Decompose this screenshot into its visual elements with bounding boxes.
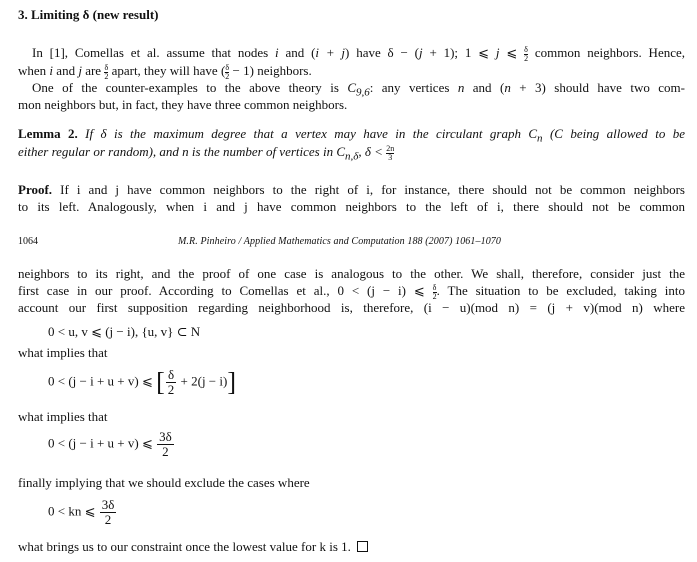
para1-line2: when i and j are $\frac{\delta}{2}$ apart, they will have ( $\frac{\delta}{2}$ − 1) neighbors. (18, 62, 312, 81)
para2-line2: mon neighbors but, in fact, they have three common neighbors. (18, 97, 348, 112)
para2-line1: One of the counter-examples to the above theory is $C_{9,6}$: any vertices n and (n + 3) should have two com- (32, 80, 685, 99)
fraction: $\frac{\delta}{2}$ (167, 367, 175, 397)
fraction: $\frac{2n}{3}$ (386, 143, 395, 162)
text-finally-implying: finally implying that we should exclude the cases where (18, 475, 310, 490)
journal-citation: M.R. Pinheiro / Applied Mathematics and Computation 188 (2007) 1061–1070 (178, 236, 502, 247)
qed-square-icon (357, 541, 368, 552)
fraction: $\frac{3\delta}{2}$ (159, 429, 172, 459)
equation-2: 0 < (j − i + u + v) ⩽ [ $\frac{\delta}{2}$ + 2(j − i)] (48, 367, 236, 397)
equation-3: 0 < (j − i + u + v) ⩽ $\frac{3\delta}{2}$ (48, 429, 172, 459)
fraction: $\frac{\delta}{2}$ (432, 282, 437, 301)
equation-4: 0 < kn ⩽ $\frac{3\delta}{2}$ (48, 497, 115, 527)
text-what-implies-2: what implies that (18, 409, 108, 424)
cont-line3: account our first supposition regarding neighborhood is, therefore, (i − u)(mod n) = (j + v)(mod n) where (18, 300, 685, 315)
text-what-implies-1: what implies that (18, 345, 108, 360)
para1-line1: In [1], Comellas et al. assume that nodes i and (i + j) have δ − (j + 1); 1 ⩽ j ⩽ $\frac{\delta}{2}$ common neighbors. Hence, (32, 44, 686, 63)
section-heading: 3. Limiting δ (new result) (18, 7, 159, 22)
fraction: $\frac{\delta}{2}$ (225, 62, 230, 81)
cont-line1: neighbors to its right, and the proof of one case is analogous to the other. We shall, therefore, consider just the (18, 266, 685, 281)
proof-line2: to its left. Analogously, when i and j have common neighbors to the left of i, there should not be common (18, 199, 685, 214)
fraction: $\frac{3\delta}{2}$ (101, 497, 115, 527)
proof-line1: Proof. If i and j have common neighbors to the right of i, for instance, there should not be common neighbors (18, 182, 685, 197)
fraction: $\frac{\delta}{2}$ (104, 62, 109, 81)
text-constraint: what brings us to our constraint once the lowest value for k is 1. (18, 538, 685, 555)
equation-1: 0 < u, v ⩽ (j − i), {u, v} ⊂ N (48, 324, 201, 339)
lemma-line2: either regular or random), and n is the number of vertices in $C_{n,\delta}$, δ < $\frac{2n}{3}$ (18, 143, 395, 163)
fraction: $\frac{\delta}{2}$ (524, 44, 529, 63)
page-number: 1064 (18, 236, 38, 247)
lemma-line1: Lemma 2. If δ is the maximum degree that a vertex may have in the circulant graph $C_n$ (C being allowed to be (18, 126, 685, 145)
cont-line2: first case in our proof. According to Comellas et al., 0 < (j − i) ⩽ $\frac{\delta}{2}$ . The situation to be excluded, taking into (18, 282, 685, 301)
